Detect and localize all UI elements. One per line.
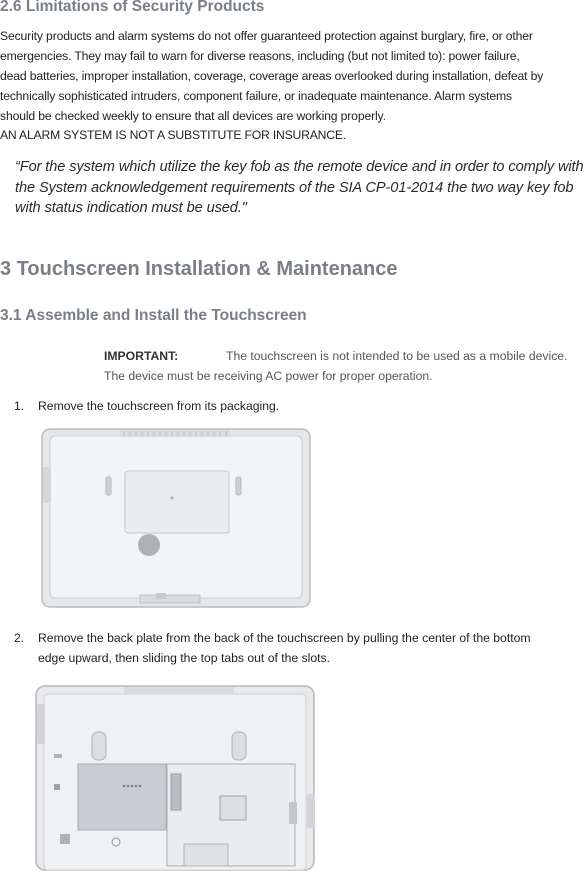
quote-line: the System acknowledgement requirements of the SIA CP-01-2014 the two way key fob	[15, 179, 574, 196]
section-heading-2-6: 2.6 Limitations of Security Products	[0, 0, 265, 15]
section-heading-3-1: 3.1 Assemble and Install the Touchscreen	[0, 307, 307, 324]
important-note	[104, 346, 567, 386]
quote-line: “For the system which utilize the key fob as the remote device and in order to comply with	[15, 159, 584, 175]
paragraph-line: technically sophisticated intruders, component failure, or inadequate maintenance. Alarm systems	[0, 89, 512, 103]
paragraph-line: emergencies. They may fail to warn for diverse reasons, including (but not limited to): power failure,	[0, 49, 520, 63]
step-text: edge upward, then sliding the top tabs out of the slots.	[38, 651, 331, 665]
important-text: The device must be receiving AC power for proper operation.	[104, 369, 433, 383]
step-number: 1.	[14, 399, 25, 413]
paragraph-line: Security products and alarm systems do not offer guaranteed protection against burglary, fire, or other	[0, 29, 533, 43]
touchscreen-back-image	[40, 427, 314, 611]
limitations-paragraph	[0, 26, 584, 126]
paragraph-line: should be checked weekly to ensure that all devices are working properly.	[0, 109, 386, 123]
important-label: IMPORTANT:	[104, 349, 179, 363]
step-number: 2.	[14, 631, 25, 645]
important-text: The touchscreen is not intended to be used as a mobile device.	[226, 349, 568, 363]
sia-quote	[15, 157, 584, 219]
step-text: Remove the touchscreen from its packaging.	[38, 399, 280, 413]
paragraph-line: dead batteries, improper installation, coverage, coverage areas overlooked during installation, defeat by	[0, 69, 544, 83]
quote-line: with status indication must be used."	[15, 200, 247, 216]
touchscreen-open-image	[34, 684, 318, 872]
step-text: Remove the back plate from the back of the touchscreen by pulling the center of the bottom	[38, 631, 531, 645]
section-heading-3: 3 Touchscreen Installation & Maintenance	[0, 258, 398, 280]
insurance-notice: AN ALARM SYSTEM IS NOT A SUBSTITUTE FOR INSURANCE.	[0, 128, 346, 142]
